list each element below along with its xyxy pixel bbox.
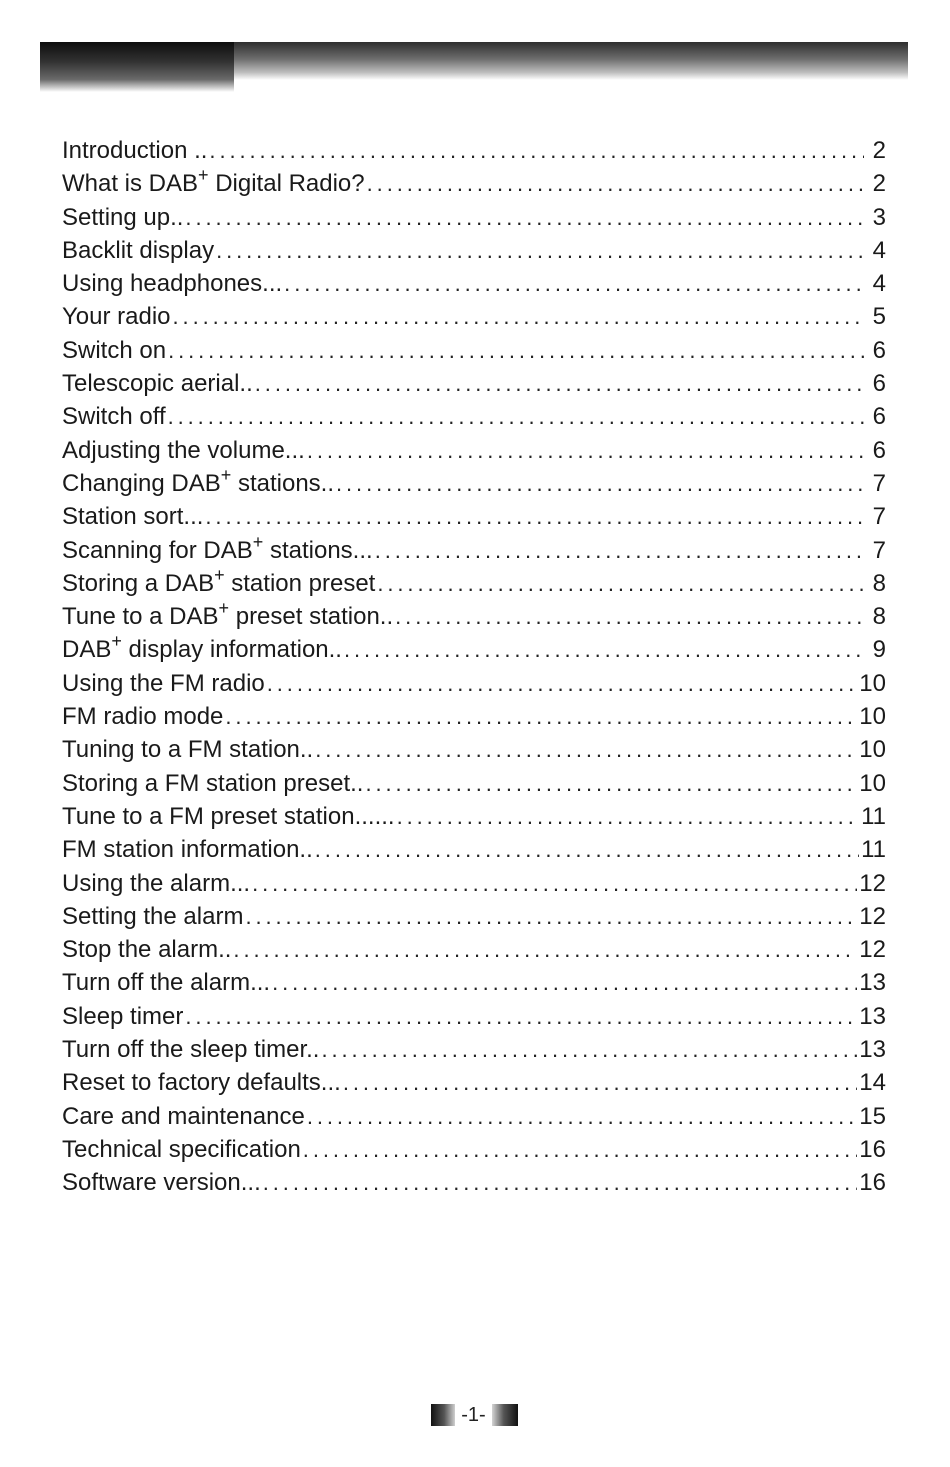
toc-entry-page-number: 7 bbox=[872, 503, 886, 531]
toc-entry[interactable] bbox=[62, 733, 886, 766]
toc-entry-title bbox=[62, 464, 334, 500]
toc-entry[interactable] bbox=[62, 1133, 886, 1166]
toc-dot-leader bbox=[216, 234, 864, 267]
toc-entry-title bbox=[62, 400, 166, 433]
toc-entry-title bbox=[62, 800, 395, 833]
toc-entry-title-text: Storing a DAB bbox=[62, 569, 215, 597]
toc-dot-leader bbox=[185, 201, 864, 234]
page-footer bbox=[431, 1404, 518, 1426]
toc-entry-title bbox=[62, 767, 363, 800]
toc-dot-leader bbox=[263, 1166, 858, 1199]
toc-entry-title bbox=[62, 633, 342, 666]
toc-entry-page-number: 8 bbox=[872, 569, 886, 597]
header-bar bbox=[40, 42, 908, 92]
toc-entry-page-number: 13 bbox=[859, 1002, 886, 1030]
toc-entry-page-number: 6 bbox=[872, 370, 886, 398]
toc-dot-leader bbox=[315, 733, 857, 766]
toc-entry[interactable] bbox=[62, 833, 886, 866]
toc-entry-title bbox=[62, 434, 305, 467]
toc-entry-title-text: DAB bbox=[62, 636, 112, 664]
toc-entry-title bbox=[62, 564, 376, 600]
toc-dot-leader bbox=[397, 800, 859, 833]
toc-entry[interactable] bbox=[62, 800, 886, 833]
toc-dot-leader bbox=[307, 1100, 857, 1133]
toc-entry-superscript: + bbox=[218, 598, 230, 619]
toc-entry-page-number: 16 bbox=[859, 1169, 886, 1197]
toc-entry-superscript: + bbox=[214, 564, 225, 585]
toc-entry-superscript: + bbox=[220, 464, 232, 485]
toc-entry-title bbox=[62, 966, 270, 999]
toc-entry-page-number: 9 bbox=[872, 636, 886, 664]
toc-entry[interactable] bbox=[62, 434, 886, 467]
toc-entry-title-text: Using the FM radio bbox=[62, 669, 265, 697]
toc-entry-title-suffix: preset station.. bbox=[229, 603, 394, 631]
toc-entry-title-suffix: Digital Radio? bbox=[208, 170, 365, 198]
toc-entry-title-text: Tune to a FM preset station...... bbox=[62, 802, 395, 830]
toc-entry-title-suffix: stations... bbox=[263, 536, 373, 564]
toc-dot-leader bbox=[233, 933, 857, 966]
toc-entry[interactable] bbox=[62, 600, 886, 633]
toc-entry-title bbox=[62, 167, 365, 200]
toc-entry[interactable] bbox=[62, 564, 886, 600]
toc-entry-title-text: Care and maintenance bbox=[62, 1102, 305, 1130]
toc-entry-page-number: 10 bbox=[859, 703, 886, 731]
toc-entry-title-text: Stop the alarm.. bbox=[62, 936, 232, 964]
toc-entry-title bbox=[62, 201, 183, 234]
toc-dot-leader bbox=[315, 833, 859, 866]
toc-dot-leader bbox=[336, 467, 864, 500]
toc-entry-title bbox=[62, 367, 253, 400]
toc-entry-title-text: Software version... bbox=[62, 1169, 261, 1197]
toc-entry-title-text: Introduction .. bbox=[62, 137, 208, 164]
toc-dot-leader bbox=[321, 1033, 857, 1066]
toc-entry[interactable] bbox=[62, 966, 886, 999]
toc-dot-leader bbox=[272, 966, 857, 999]
toc-entry-title-text: Adjusting the volume... bbox=[62, 436, 305, 464]
toc-entry-title bbox=[62, 1000, 183, 1033]
toc-entry-title bbox=[62, 933, 231, 966]
toc-dot-leader bbox=[168, 400, 864, 433]
toc-entry-page-number: 14 bbox=[859, 1069, 886, 1097]
toc-entry[interactable] bbox=[62, 1033, 886, 1066]
toc-entry-title bbox=[62, 300, 171, 333]
toc-entry-title bbox=[62, 867, 250, 900]
toc-entry[interactable] bbox=[62, 1100, 886, 1133]
toc-dot-leader bbox=[367, 167, 864, 200]
toc-entry-title bbox=[62, 1066, 341, 1099]
toc-entry-title-text: Storing a FM station preset.. bbox=[62, 769, 364, 797]
table-of-contents bbox=[62, 134, 886, 1200]
toc-entry-page-number: 3 bbox=[872, 203, 886, 231]
toc-entry-page-number: 6 bbox=[872, 336, 886, 364]
toc-dot-leader bbox=[185, 1000, 857, 1033]
toc-entry-page-number: 6 bbox=[872, 436, 886, 464]
toc-entry-page-number: 12 bbox=[859, 902, 886, 930]
toc-entry-title bbox=[62, 234, 214, 267]
page-number: -1- bbox=[461, 1404, 486, 1426]
toc-entry-title-text: Changing DAB bbox=[62, 469, 221, 497]
toc-entry-page-number: 10 bbox=[859, 669, 886, 697]
toc-dot-leader bbox=[225, 700, 857, 733]
toc-entry-title-text: Tuning to a FM station.. bbox=[62, 736, 314, 764]
toc-entry-page-number: 4 bbox=[872, 270, 886, 298]
toc-entry-title-text: Using headphones... bbox=[62, 270, 283, 298]
toc-entry-title-text: What is DAB bbox=[62, 170, 199, 198]
toc-entry-title bbox=[62, 1166, 261, 1199]
toc-entry-page-number: 16 bbox=[859, 1135, 886, 1163]
header-bar-gradient-segment bbox=[234, 42, 908, 80]
toc-entry[interactable] bbox=[62, 267, 886, 300]
toc-entry[interactable] bbox=[62, 367, 886, 400]
toc-dot-leader bbox=[168, 334, 864, 367]
toc-entry-title bbox=[62, 134, 207, 167]
toc-entry-title-suffix: station preset bbox=[224, 569, 376, 597]
toc-dot-leader bbox=[284, 267, 864, 300]
toc-entry-page-number: 11 bbox=[861, 836, 886, 864]
toc-entry-title-text: Reset to factory defaults... bbox=[62, 1069, 341, 1097]
toc-entry[interactable] bbox=[62, 1166, 886, 1199]
toc-entry[interactable] bbox=[62, 134, 886, 167]
toc-entry-page-number: 13 bbox=[859, 969, 886, 997]
toc-entry-title bbox=[62, 1133, 301, 1166]
toc-entry-superscript: + bbox=[111, 631, 122, 652]
toc-entry[interactable] bbox=[62, 667, 886, 700]
toc-dot-leader bbox=[255, 367, 864, 400]
toc-entry-title-text: Switch off bbox=[62, 403, 166, 431]
toc-entry[interactable] bbox=[62, 464, 886, 500]
toc-entry-title-text: Telescopic aerial.. bbox=[62, 370, 253, 398]
toc-entry-page-number: 11 bbox=[861, 802, 886, 830]
toc-entry-page-number: 10 bbox=[859, 736, 886, 764]
toc-entry-title-text: Switch on bbox=[62, 336, 167, 364]
toc-entry[interactable] bbox=[62, 767, 886, 800]
toc-dot-leader bbox=[267, 667, 858, 700]
toc-entry[interactable] bbox=[62, 531, 886, 567]
footer-right-tab bbox=[492, 1404, 518, 1426]
toc-dot-leader bbox=[209, 134, 864, 167]
footer-left-tab bbox=[431, 1404, 455, 1426]
toc-entry-title-text: Backlit display bbox=[62, 236, 215, 264]
toc-entry-page-number: 2 bbox=[872, 170, 886, 198]
toc-entry[interactable] bbox=[62, 633, 886, 666]
toc-entry-page-number: 13 bbox=[859, 1036, 886, 1064]
toc-entry[interactable] bbox=[62, 700, 886, 733]
toc-entry-title bbox=[62, 334, 166, 367]
toc-entry-title-text: FM radio mode bbox=[62, 703, 224, 731]
toc-entry-title-text: Turn off the alarm... bbox=[62, 969, 271, 997]
toc-entry-superscript: + bbox=[198, 165, 209, 186]
toc-entry-title bbox=[62, 500, 203, 533]
toc-entry-page-number: 4 bbox=[872, 236, 886, 264]
toc-entry[interactable] bbox=[62, 867, 886, 900]
toc-entry[interactable] bbox=[62, 167, 886, 200]
toc-entry-page-number: 12 bbox=[859, 869, 886, 897]
toc-entry-title bbox=[62, 1100, 305, 1133]
toc-dot-leader bbox=[252, 867, 857, 900]
toc-dot-leader bbox=[395, 600, 864, 633]
toc-entry-title-text: Using the alarm... bbox=[62, 869, 251, 897]
toc-entry-page-number: 6 bbox=[872, 403, 886, 431]
toc-entry-title-text: Technical specification bbox=[62, 1135, 301, 1163]
toc-entry-page-number: 10 bbox=[859, 769, 886, 797]
toc-entry[interactable] bbox=[62, 1000, 886, 1033]
toc-entry-title-text: Tune to a DAB bbox=[62, 603, 219, 631]
toc-entry-title bbox=[62, 733, 313, 766]
toc-entry-page-number: 5 bbox=[872, 303, 886, 331]
toc-entry[interactable] bbox=[62, 500, 886, 533]
toc-entry-title-text: Setting the alarm bbox=[62, 902, 244, 930]
toc-entry[interactable] bbox=[62, 201, 886, 234]
toc-entry-title bbox=[62, 700, 223, 733]
toc-entry-page-number: 12 bbox=[859, 936, 886, 964]
toc-entry-title bbox=[62, 267, 282, 300]
toc-dot-leader bbox=[344, 633, 864, 666]
toc-entry-title-text: Sleep timer bbox=[62, 1002, 184, 1030]
toc-entry[interactable] bbox=[62, 334, 886, 367]
toc-entry-title-text: FM station information.. bbox=[62, 836, 313, 864]
toc-entry-page-number: 15 bbox=[859, 1102, 886, 1130]
toc-dot-leader bbox=[173, 300, 864, 333]
toc-dot-leader bbox=[303, 1133, 858, 1166]
toc-entry-title bbox=[62, 1033, 319, 1066]
toc-entry[interactable] bbox=[62, 300, 886, 333]
toc-entry-title bbox=[62, 667, 265, 700]
toc-entry-title-suffix: stations.. bbox=[231, 469, 334, 497]
toc-dot-leader bbox=[205, 500, 864, 533]
toc-entry-title-text: Station sort... bbox=[62, 503, 204, 531]
toc-entry[interactable] bbox=[62, 1066, 886, 1099]
toc-entry-title bbox=[62, 900, 243, 933]
toc-entry-page-number: 2 bbox=[872, 137, 886, 164]
toc-entry-title bbox=[62, 833, 313, 866]
toc-entry-page-number: 8 bbox=[872, 603, 886, 631]
header-bar-dark-segment bbox=[40, 42, 234, 92]
toc-entry-page-number: 7 bbox=[872, 536, 886, 564]
toc-entry[interactable] bbox=[62, 400, 886, 433]
toc-dot-leader bbox=[245, 900, 857, 933]
toc-entry-page-number: 7 bbox=[872, 469, 886, 497]
toc-entry-title-text: Scanning for DAB bbox=[62, 536, 253, 564]
toc-entry[interactable] bbox=[62, 933, 886, 966]
toc-entry-title-text: Your radio bbox=[62, 303, 171, 331]
toc-dot-leader bbox=[343, 1066, 857, 1099]
toc-entry[interactable] bbox=[62, 234, 886, 267]
toc-dot-leader bbox=[375, 534, 864, 567]
toc-entry-title-text: Turn off the sleep timer.. bbox=[62, 1036, 320, 1064]
toc-entry-title bbox=[62, 531, 373, 567]
toc-entry-title-text: Setting up.. bbox=[62, 203, 184, 231]
toc-entry-title-suffix: display information.. bbox=[121, 636, 342, 664]
toc-dot-leader bbox=[307, 434, 864, 467]
toc-entry-title bbox=[62, 600, 393, 633]
toc-dot-leader bbox=[377, 567, 864, 600]
toc-entry[interactable] bbox=[62, 900, 886, 933]
toc-dot-leader bbox=[365, 767, 857, 800]
toc-entry-superscript: + bbox=[252, 531, 264, 552]
